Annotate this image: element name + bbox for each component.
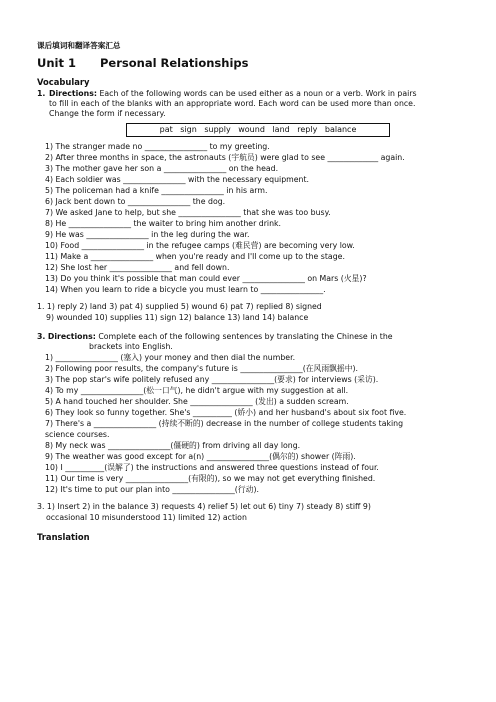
exercise-item: 12) It's time to put our plan into ________________(行动).	[45, 485, 259, 495]
word-bank-box: pat sign supply wound land reply balance	[126, 123, 390, 137]
document-title: 课后填词和翻译答案汇总	[37, 41, 121, 50]
exercise-item: 2) After three months in space, the astronauts (宇航员) were glad to see _____________ again.	[45, 152, 405, 162]
exercise-item: science courses.	[45, 430, 110, 440]
exercise-item: 2) Following poor results, the company's future is ________________(在风雨飘摇中).	[45, 364, 359, 374]
exercise-item: 11) Make a ________________ when you're ready and I'll come up to the stage.	[45, 251, 345, 261]
unit-name: Personal Relationships	[99, 56, 249, 70]
exercise-item: 4) To my ________________(松一口气), he didn't argue with my suggestion at all.	[45, 386, 349, 396]
section1-exercise-list	[37, 141, 461, 295]
exercise-item: 5) A hand touched her shoulder. She ________________ (发出) a sudden scream.	[45, 397, 349, 407]
section1-answers-line1: 1. 1) reply 2) land 3) pat 4) supplied 5) wound 6) pat 7) replied 8) signed	[37, 301, 322, 311]
exercise-item: 3) The pop star's wife politely refused any ________________(要求) for interviews (采访).	[45, 375, 379, 385]
exercise-item: 13) Do you think it's possible that man could ever ________________ on Mars (火星)?	[45, 273, 367, 283]
section1-label: Directions:	[49, 89, 97, 98]
section1-answers	[37, 301, 461, 323]
exercise-item: 8) My neck was ________________(僵硬的) from driving all day long.	[45, 441, 301, 451]
unit-title	[37, 56, 461, 71]
section1-answers-line2: 9) wounded 10) supplies 11) sign 12) balance 13) land 14) balance	[46, 312, 309, 322]
section3-exercise-list	[37, 352, 461, 495]
section1-text1: Each of the following words can be used either as a noun or a verb. Work in pairs	[99, 89, 417, 98]
section1-text3: Change the form if necessary.	[49, 109, 166, 119]
exercise-item: 9) He was ________________ in the leg during the war.	[45, 229, 250, 239]
exercise-item: 9) The weather was good except for a(n) ________________(偶尔的) shower (阵雨).	[45, 452, 356, 462]
exercise-item: 10) Food ________________ in the refugee camps (难民营) are becoming very low.	[45, 240, 355, 250]
section3-answers	[37, 501, 461, 523]
translation-heading: Translation	[37, 532, 90, 543]
exercise-item: 12) She lost her ________________ and fell down.	[45, 262, 230, 272]
exercise-item: 1) ________________ (塞入) your money and then dial the number.	[45, 353, 296, 363]
exercise-item: 7) We asked Jane to help, but she ________________ that she was too busy.	[45, 207, 331, 217]
exercise-item: 6) They look so funny together. She's __________ (娇小) and her husband's about six foot five.	[45, 408, 407, 418]
exercise-item: 1) The stranger made no ________________ to my greeting.	[45, 141, 270, 151]
exercise-item: 5) The policeman had a knife ________________ in his arm.	[45, 185, 268, 195]
section3-answers-line1: 3. 1) Insert 2) in the balance 3) requests 4) relief 5) let out 6) tiny 7) steady 8) stiff 9)	[37, 502, 371, 512]
section1-number: 1.	[37, 89, 46, 98]
section3-answers-line2: occasional 10 misunderstood 11) limited 12) action	[46, 513, 247, 523]
unit-number: Unit 1	[37, 56, 76, 70]
exercise-item: 6) Jack bent down to ________________ the dog.	[45, 196, 226, 206]
section1-text2: to fill in each of the blanks with an appropriate word. Each word can be used more than once.	[49, 99, 416, 109]
section3-label: Directions:	[47, 331, 96, 341]
section3-number: 3.	[37, 331, 46, 341]
section1-directions	[37, 89, 461, 120]
exercise-item: 11) Our time is very ________________(有限的), so we may not get everything finished.	[45, 474, 376, 484]
section3-text2: brackets into English.	[89, 341, 173, 351]
section3-directions	[37, 332, 461, 352]
exercise-item: 3) The mother gave her son a ________________ on the head.	[45, 163, 279, 173]
exercise-item: 8) He ________________ the waiter to bring him another drink.	[45, 218, 282, 228]
exercise-item: 10) I __________(误解了) the instructions and answered three questions instead of four.	[45, 463, 379, 473]
exercise-item: 4) Each soldier was ________________ with the necessary equipment.	[45, 174, 310, 184]
vocabulary-heading: Vocabulary	[37, 77, 90, 87]
section3-text1: Complete each of the following sentences by translating the Chinese in the	[98, 331, 393, 341]
exercise-item: 7) There's a ________________ (持续不断的) decrease in the number of college students taking	[45, 419, 404, 429]
document-page	[37, 41, 461, 544]
exercise-item: 14) When you learn to ride a bicycle you must learn to ________________.	[45, 284, 326, 294]
